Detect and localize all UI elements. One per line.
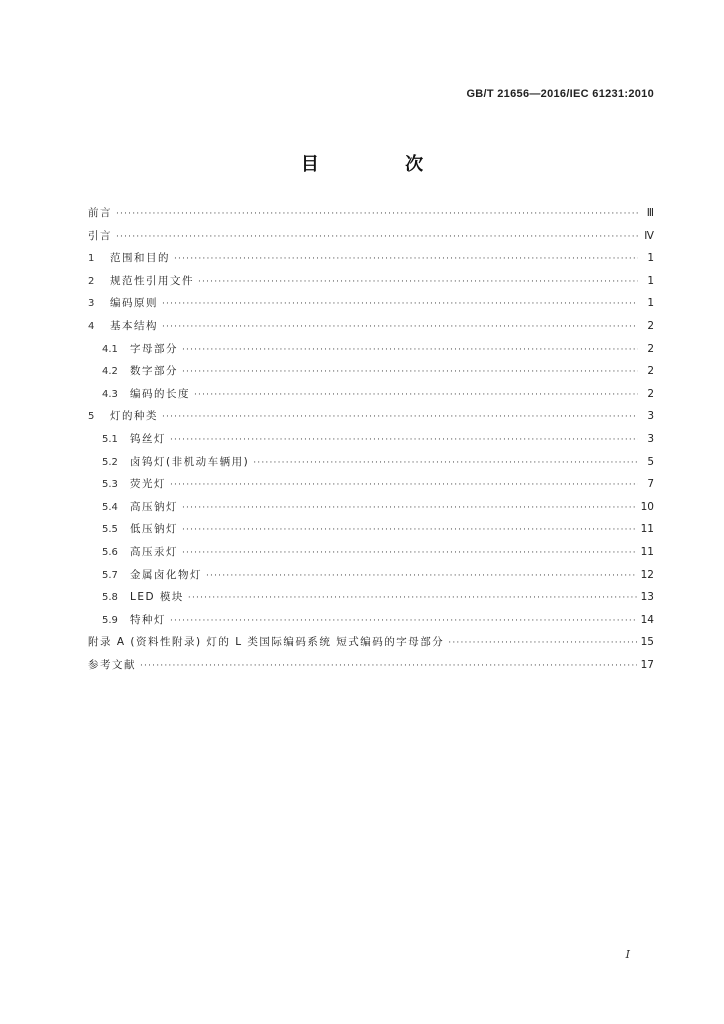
toc-entry-page: 2	[647, 342, 654, 355]
toc-entry-label: 卤钨灯(非机动车辆用)	[130, 455, 250, 468]
toc-entry-number: 5.3	[102, 479, 118, 491]
toc-entry[interactable]	[88, 589, 654, 612]
toc-leader-dots	[206, 571, 637, 581]
toc-entry-label: 规范性引用文件	[110, 274, 194, 287]
toc-entry-page: 3	[647, 432, 654, 445]
toc-entry-page: 1	[647, 297, 654, 310]
toc-entry[interactable]	[88, 431, 654, 454]
toc-entry-label: 前言	[88, 207, 112, 219]
toc-entry-page: 15	[640, 636, 654, 649]
toc-entry-number: 5.6	[102, 546, 118, 558]
toc-entry[interactable]	[88, 295, 654, 318]
toc-entry-label: 荧光灯	[130, 478, 166, 491]
toc-entry-label: 数字部分	[130, 365, 178, 378]
toc-entry-number: 4.1	[102, 343, 118, 355]
toc-entry-page: Ⅲ	[646, 207, 654, 219]
toc-entry[interactable]	[88, 499, 654, 522]
toc-entry-label: 范围和目的	[110, 252, 170, 265]
toc-leader-dots	[162, 299, 638, 309]
toc-leader-dots	[170, 435, 638, 445]
toc-leader-dots	[162, 412, 638, 422]
toc-leader-dots	[188, 593, 637, 603]
table-of-contents	[88, 205, 654, 679]
toc-entry-page: 2	[647, 319, 654, 332]
toc-leader-dots	[182, 345, 638, 355]
toc-leader-dots	[182, 367, 638, 377]
toc-entry[interactable]	[88, 476, 654, 499]
toc-leader-dots	[116, 232, 638, 242]
toc-leader-dots	[194, 390, 638, 400]
toc-leader-dots	[170, 480, 638, 490]
toc-leader-dots	[140, 661, 637, 671]
toc-entry[interactable]	[88, 567, 654, 590]
toc-entry-label: 高压汞灯	[130, 545, 178, 558]
toc-entry-page: 10	[640, 500, 654, 513]
toc-entry-number: 5.2	[102, 456, 118, 468]
toc-entry-page: 1	[647, 274, 654, 287]
toc-leader-dots	[182, 503, 637, 513]
toc-entry-number: 3	[88, 298, 95, 310]
toc-entry-number: 5.8	[102, 592, 118, 604]
toc-entry-label: 低压钠灯	[130, 523, 178, 536]
toc-entry-label: 编码的长度	[130, 387, 190, 400]
page-title: 目 次	[300, 154, 464, 175]
toc-entry-number: 5.7	[102, 569, 118, 581]
toc-leader-dots	[198, 277, 638, 287]
toc-entry-page: 17	[640, 658, 654, 671]
toc-entry-page: 12	[640, 568, 654, 581]
toc-entry-page: 2	[647, 387, 654, 400]
toc-leader-dots	[170, 616, 637, 626]
toc-entry[interactable]	[88, 228, 654, 251]
toc-entry[interactable]	[88, 386, 654, 409]
toc-entry-label: 基本结构	[110, 319, 158, 332]
toc-entry-label: 灯的种类	[110, 410, 158, 423]
toc-entry-number: 5.9	[102, 614, 118, 626]
toc-entry[interactable]	[88, 408, 654, 431]
toc-entry-label: 附录 A (资料性附录) 灯的 L 类国际编码系统 短式编码的字母部分	[88, 636, 445, 649]
toc-entry-page: 14	[640, 613, 654, 626]
toc-entry[interactable]	[88, 612, 654, 635]
toc-entry[interactable]	[88, 454, 654, 477]
toc-entry-label: 参考文献	[88, 658, 136, 671]
toc-entry-page: 5	[647, 455, 654, 468]
toc-entry[interactable]	[88, 273, 654, 296]
toc-entry-page: 11	[640, 545, 654, 558]
toc-entry-label: 编码原则	[110, 297, 158, 310]
toc-entry[interactable]	[88, 363, 654, 386]
toc-entry[interactable]	[88, 634, 654, 657]
toc-leader-dots	[253, 458, 638, 468]
toc-leader-dots	[174, 254, 638, 264]
toc-entry-label: LED 模块	[130, 591, 184, 604]
toc-entry-page: 7	[647, 478, 654, 491]
toc-entry-number: 4	[88, 320, 95, 332]
toc-leader-dots	[116, 209, 638, 219]
toc-entry-number: 5.1	[102, 433, 118, 445]
standard-code: GB/T 21656—2016/IEC 61231:2010	[466, 88, 654, 100]
toc-entry-label: 特种灯	[130, 613, 166, 626]
toc-entry-page: 13	[640, 591, 654, 604]
toc-entry[interactable]	[88, 544, 654, 567]
toc-entry-label: 引言	[88, 229, 112, 242]
toc-entry-number: 1	[88, 253, 95, 265]
toc-entry[interactable]	[88, 521, 654, 544]
toc-entry-page: 3	[647, 410, 654, 423]
toc-leader-dots	[182, 548, 637, 558]
toc-entry-number: 5.5	[102, 524, 118, 536]
toc-entry-page: 1	[647, 252, 654, 265]
toc-entry-number: 5	[88, 411, 95, 423]
toc-entry[interactable]	[88, 341, 654, 364]
toc-entry[interactable]	[88, 250, 654, 273]
toc-entry[interactable]	[88, 318, 654, 341]
toc-entry-page: Ⅳ	[644, 229, 654, 242]
toc-entry-number: 5.4	[102, 501, 118, 513]
toc-leader-dots	[182, 525, 637, 535]
toc-entry[interactable]	[88, 657, 654, 680]
toc-leader-dots	[448, 638, 636, 648]
toc-entry-number: 4.3	[102, 388, 118, 400]
toc-leader-dots	[162, 322, 638, 332]
toc-entry-label: 金属卤化物灯	[130, 568, 202, 581]
page-number: I	[625, 948, 630, 961]
toc-entry-label: 字母部分	[130, 342, 178, 355]
toc-entry[interactable]	[88, 205, 654, 228]
toc-entry-label: 钨丝灯	[130, 432, 166, 445]
toc-entry-page: 11	[640, 523, 654, 536]
toc-entry-number: 4.2	[102, 366, 118, 378]
toc-entry-page: 2	[647, 365, 654, 378]
toc-entry-label: 高压钠灯	[130, 500, 178, 513]
toc-entry-number: 2	[88, 275, 95, 287]
